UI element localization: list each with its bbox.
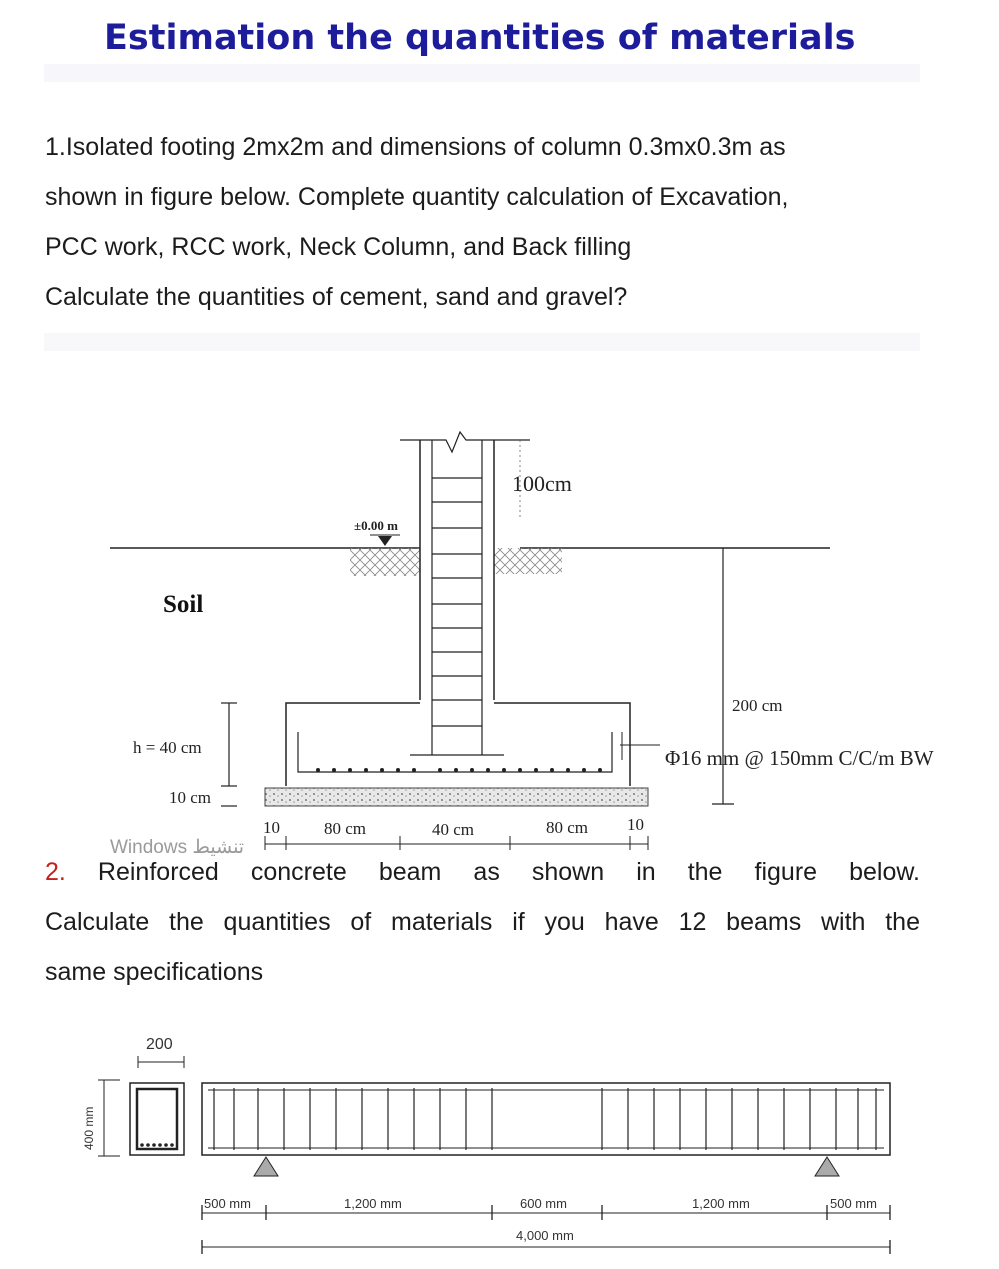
label-h: h = 40 cm bbox=[133, 738, 202, 757]
q2-line-3: same specifications bbox=[45, 958, 264, 986]
dim-1200-right: 1,200 mm bbox=[692, 1196, 750, 1211]
soil-hatch-right bbox=[494, 548, 562, 574]
label-100cm: 100cm bbox=[512, 471, 572, 496]
label-soil: Soil bbox=[163, 591, 204, 618]
q2-number: 2. bbox=[45, 858, 66, 886]
label-10cm: 10 cm bbox=[169, 788, 212, 807]
dim-80-right: 80 cm bbox=[546, 818, 589, 837]
section-height-label: 400 mm bbox=[82, 1106, 96, 1150]
dim-10-right: 10 bbox=[627, 815, 644, 834]
dim-total: 4,000 mm bbox=[516, 1228, 574, 1243]
q2-line-1-text: Reinforced concrete beam as shown in the figure below. bbox=[97, 858, 920, 886]
dim-80-left: 80 cm bbox=[324, 819, 367, 838]
footing-outline-left bbox=[286, 703, 420, 786]
q1-line-2: shown in figure below. Complete quantity calculation of Excavation, bbox=[45, 183, 789, 211]
footing-bottom-bar bbox=[298, 732, 612, 772]
q1-line-1: 1.Isolated footing 2mx2m and dimensions of column 0.3mx0.3m as bbox=[45, 133, 786, 161]
dim-500-left: 500 mm bbox=[204, 1196, 251, 1211]
q1-line-3: PCC work, RCC work, Neck Column, and Back filling bbox=[45, 233, 632, 261]
dim-1200-left: 1,200 mm bbox=[344, 1196, 402, 1211]
dim-40: 40 cm bbox=[432, 820, 475, 839]
dim-600: 600 mm bbox=[520, 1196, 567, 1211]
q2-line-1 bbox=[45, 858, 920, 887]
pcc-layer bbox=[265, 788, 648, 806]
windows-watermark: Windows تنشيط bbox=[110, 837, 245, 858]
label-level: ±0.00 m bbox=[354, 518, 398, 533]
soil-hatch-left bbox=[350, 548, 420, 576]
dim-10-left: 10 bbox=[263, 818, 280, 837]
q2-line-2: Calculate the quantities of materials if you have 12 beams with the bbox=[45, 908, 920, 936]
page-title: Estimation the quantities of materials bbox=[104, 18, 856, 58]
footing-outline-right bbox=[494, 703, 630, 786]
column-ties bbox=[432, 478, 482, 726]
label-200cm: 200 cm bbox=[732, 696, 783, 715]
dim-500-right: 500 mm bbox=[830, 1196, 877, 1211]
level-marker-icon bbox=[378, 536, 392, 546]
q1-line-4: Calculate the quantities of cement, sand and gravel? bbox=[45, 283, 628, 311]
section-width-label: 200 bbox=[146, 1036, 173, 1053]
break-line bbox=[400, 432, 494, 452]
label-rebar: Φ16 mm @ 150mm C/C/m BW bbox=[665, 746, 934, 770]
